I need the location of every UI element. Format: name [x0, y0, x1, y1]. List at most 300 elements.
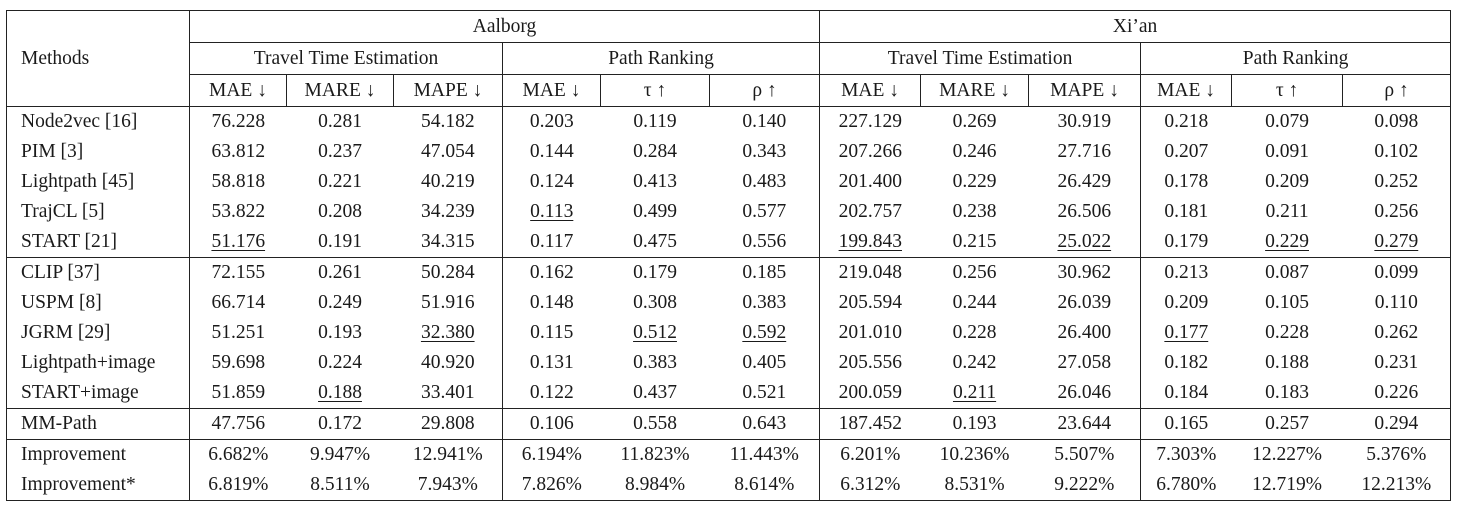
value-cell: [921, 409, 1029, 440]
value-text: 47.054: [420, 141, 475, 162]
value-cell: [394, 378, 503, 409]
value-cell: [1232, 318, 1343, 348]
value-text: 0.102: [1374, 141, 1419, 162]
value-cell: [820, 409, 921, 440]
value-text: 34.315: [420, 231, 475, 252]
value-text: 40.920: [420, 352, 475, 373]
value-cell: [503, 409, 601, 440]
value-text: 0.499: [633, 201, 677, 222]
value-text: 7.826%: [521, 474, 582, 495]
value-cell: [1343, 318, 1451, 348]
value-cell: [1029, 318, 1141, 348]
value-cell: [1232, 227, 1343, 258]
value-cell: [503, 258, 601, 289]
task-header-xian-tte: Travel Time Estimation: [820, 43, 1141, 75]
metric-header: MARE ↓: [287, 75, 394, 107]
value-cell: [503, 197, 601, 227]
value-cell: [394, 440, 503, 471]
value-text: 0.413: [633, 171, 677, 192]
value-cell: [190, 378, 287, 409]
value-text: 6.194%: [521, 444, 582, 465]
value-text: 0.178: [1164, 171, 1209, 192]
value-cell: [921, 378, 1029, 409]
value-cell: [1029, 137, 1141, 167]
value-cell: [190, 197, 287, 227]
value-cell: [710, 288, 820, 318]
table-row: [7, 288, 1451, 318]
value-text: 0.106: [529, 413, 574, 434]
value-text: 202.757: [838, 201, 902, 222]
value-cell: [394, 137, 503, 167]
value-cell: [1029, 440, 1141, 471]
value-cell: [1343, 348, 1451, 378]
value-cell: [287, 378, 394, 409]
value-text: 0.179: [633, 262, 677, 283]
value-cell: [710, 137, 820, 167]
table-row: [7, 440, 1451, 471]
value-cell: [1029, 167, 1141, 197]
value-text: 0.213: [1164, 262, 1209, 283]
task-header-aalborg-ranking: Path Ranking: [503, 43, 820, 75]
value-text: 5.507%: [1054, 444, 1115, 465]
value-cell: [710, 258, 820, 289]
value-text: 0.191: [318, 231, 362, 252]
value-text: 0.383: [633, 352, 677, 373]
value-cell: [710, 107, 820, 138]
value-cell: [190, 409, 287, 440]
value-cell: [394, 227, 503, 258]
value-text: 27.058: [1057, 352, 1112, 373]
value-text: 0.284: [633, 141, 677, 162]
value-cell: [820, 258, 921, 289]
value-cell: [1141, 440, 1232, 471]
value-cell: [394, 470, 503, 501]
table-row: [7, 348, 1451, 378]
value-text: 0.165: [1164, 413, 1209, 434]
value-text: 0.343: [742, 141, 787, 162]
value-cell: [287, 227, 394, 258]
value-text: 26.506: [1057, 201, 1112, 222]
value-text: 0.262: [1374, 322, 1419, 343]
value-text: 0.115: [530, 322, 574, 343]
value-cell: [1343, 227, 1451, 258]
value-cell: [190, 107, 287, 138]
value-text: 0.203: [529, 111, 574, 132]
metric-header: τ ↑: [1232, 75, 1343, 107]
methods-header: Methods: [7, 11, 190, 107]
value-text: 0.087: [1265, 262, 1309, 283]
metric-header: ρ ↑: [710, 75, 820, 107]
task-header-aalborg-tte: Travel Time Estimation: [190, 43, 503, 75]
value-text: 26.429: [1057, 171, 1112, 192]
value-text: 0.207: [1164, 141, 1209, 162]
value-text: 0.246: [952, 141, 997, 162]
value-text: 0.124: [529, 171, 574, 192]
value-text: 7.303%: [1156, 444, 1217, 465]
value-text: 0.229: [1265, 231, 1309, 252]
value-cell: [190, 258, 287, 289]
value-text: 11.823%: [620, 444, 690, 465]
method-name: Improvement*: [7, 470, 190, 501]
value-text: 0.592: [742, 322, 787, 343]
metric-header: ρ ↑: [1343, 75, 1451, 107]
value-cell: [190, 167, 287, 197]
value-text: 0.208: [318, 201, 362, 222]
value-text: 29.808: [420, 413, 475, 434]
value-text: 0.257: [1265, 413, 1309, 434]
table-row: [7, 470, 1451, 501]
value-cell: [287, 167, 394, 197]
value-cell: [1141, 318, 1232, 348]
value-cell: [820, 167, 921, 197]
value-text: 0.098: [1374, 111, 1419, 132]
value-text: 0.249: [318, 292, 362, 313]
value-text: 0.188: [1265, 352, 1309, 373]
value-text: 0.475: [633, 231, 677, 252]
value-cell: [1343, 440, 1451, 471]
method-name: Lightpath [45]: [7, 167, 190, 197]
value-cell: [503, 167, 601, 197]
value-text: 187.452: [838, 413, 902, 434]
value-cell: [1232, 107, 1343, 138]
value-cell: [394, 288, 503, 318]
value-cell: [921, 167, 1029, 197]
value-text: 0.193: [952, 413, 997, 434]
value-cell: [1029, 378, 1141, 409]
value-text: 51.176: [211, 231, 266, 252]
value-cell: [1232, 378, 1343, 409]
table-row: [7, 107, 1451, 138]
metric-header: MARE ↓: [921, 75, 1029, 107]
dataset-header-xian: Xi’an: [820, 11, 1451, 43]
value-text: 59.698: [211, 352, 266, 373]
value-text: 0.110: [1374, 292, 1418, 313]
value-text: 0.483: [742, 171, 787, 192]
value-cell: [287, 440, 394, 471]
value-cell: [601, 227, 710, 258]
value-text: 0.228: [952, 322, 997, 343]
value-text: 0.209: [1164, 292, 1209, 313]
value-cell: [503, 288, 601, 318]
table-row: [7, 409, 1451, 440]
value-text: 0.229: [952, 171, 997, 192]
value-cell: [1232, 167, 1343, 197]
value-text: 8.614%: [734, 474, 795, 495]
value-cell: [394, 409, 503, 440]
value-text: 51.916: [420, 292, 475, 313]
value-text: 72.155: [211, 262, 266, 283]
value-text: 205.594: [838, 292, 902, 313]
value-cell: [601, 288, 710, 318]
metric-header-row: [7, 75, 1451, 107]
value-text: 26.046: [1057, 382, 1112, 403]
metric-header: MAE ↓: [820, 75, 921, 107]
value-cell: [1141, 409, 1232, 440]
metric-header: τ ↑: [601, 75, 710, 107]
value-text: 0.188: [318, 382, 362, 403]
value-text: 40.219: [420, 171, 475, 192]
value-text: 0.261: [318, 262, 362, 283]
value-cell: [190, 318, 287, 348]
value-cell: [1029, 258, 1141, 289]
value-text: 0.179: [1164, 231, 1209, 252]
value-cell: [1141, 107, 1232, 138]
value-cell: [1232, 348, 1343, 378]
value-text: 33.401: [420, 382, 475, 403]
value-cell: [1029, 227, 1141, 258]
value-text: 219.048: [838, 262, 902, 283]
value-cell: [1141, 197, 1232, 227]
method-name: Node2vec [16]: [7, 107, 190, 138]
value-text: 0.140: [742, 111, 787, 132]
value-cell: [190, 288, 287, 318]
metric-header: MAE ↓: [1141, 75, 1232, 107]
value-cell: [921, 227, 1029, 258]
value-cell: [1343, 470, 1451, 501]
value-cell: [503, 107, 601, 138]
value-cell: [820, 288, 921, 318]
value-text: 0.226: [1374, 382, 1419, 403]
value-cell: [287, 348, 394, 378]
value-cell: [820, 227, 921, 258]
value-text: 199.843: [838, 231, 902, 252]
value-text: 201.010: [838, 322, 902, 343]
value-text: 0.162: [529, 262, 574, 283]
value-text: 0.177: [1164, 322, 1209, 343]
value-cell: [1141, 167, 1232, 197]
value-cell: [1343, 137, 1451, 167]
method-name: USPM [8]: [7, 288, 190, 318]
value-cell: [710, 348, 820, 378]
value-text: 23.644: [1057, 413, 1112, 434]
value-cell: [601, 197, 710, 227]
value-cell: [921, 258, 1029, 289]
value-text: 0.512: [633, 322, 677, 343]
value-cell: [1343, 288, 1451, 318]
value-cell: [1029, 348, 1141, 378]
value-cell: [1343, 409, 1451, 440]
value-text: 51.251: [211, 322, 266, 343]
value-text: 0.556: [742, 231, 787, 252]
metric-header: MAPE ↓: [1029, 75, 1141, 107]
value-text: 0.148: [529, 292, 574, 313]
value-cell: [190, 137, 287, 167]
value-text: 207.266: [838, 141, 902, 162]
value-text: 26.400: [1057, 322, 1112, 343]
value-text: 30.962: [1057, 262, 1112, 283]
value-cell: [1141, 258, 1232, 289]
value-cell: [710, 440, 820, 471]
metric-header: MAE ↓: [503, 75, 601, 107]
value-text: 0.244: [952, 292, 997, 313]
value-text: 0.122: [529, 382, 574, 403]
value-cell: [394, 107, 503, 138]
value-cell: [1141, 348, 1232, 378]
value-cell: [921, 107, 1029, 138]
results-table: [6, 10, 1451, 501]
value-text: 54.182: [420, 111, 475, 132]
value-text: 0.405: [742, 352, 787, 373]
table-row: [7, 258, 1451, 289]
value-text: 0.269: [952, 111, 997, 132]
value-text: 53.822: [211, 201, 266, 222]
value-text: 0.281: [318, 111, 362, 132]
value-text: 9.222%: [1054, 474, 1115, 495]
value-cell: [1232, 258, 1343, 289]
value-cell: [1141, 137, 1232, 167]
value-text: 5.376%: [1366, 444, 1427, 465]
dataset-header-aalborg: Aalborg: [190, 11, 820, 43]
value-cell: [287, 409, 394, 440]
value-text: 0.237: [318, 141, 362, 162]
value-text: 25.022: [1057, 231, 1112, 252]
value-text: 0.193: [318, 322, 362, 343]
value-text: 0.211: [952, 382, 997, 403]
value-cell: [601, 470, 710, 501]
value-cell: [190, 348, 287, 378]
value-cell: [1029, 409, 1141, 440]
value-cell: [503, 440, 601, 471]
value-text: 7.943%: [417, 474, 478, 495]
method-name: START+image: [7, 378, 190, 409]
value-text: 9.947%: [309, 444, 371, 465]
value-text: 0.131: [529, 352, 574, 373]
value-text: 8.511%: [310, 474, 370, 495]
value-cell: [601, 318, 710, 348]
value-text: 26.039: [1057, 292, 1112, 313]
value-text: 12.719%: [1252, 474, 1322, 495]
value-text: 0.256: [1374, 201, 1419, 222]
value-text: 0.308: [633, 292, 677, 313]
value-cell: [921, 137, 1029, 167]
value-text: 0.294: [1374, 413, 1419, 434]
method-name: Improvement: [7, 440, 190, 471]
value-cell: [710, 470, 820, 501]
value-text: 0.144: [529, 141, 574, 162]
value-text: 6.819%: [208, 474, 269, 495]
value-text: 0.256: [952, 262, 997, 283]
value-cell: [394, 258, 503, 289]
method-name: JGRM [29]: [7, 318, 190, 348]
metric-header: MAPE ↓: [394, 75, 503, 107]
value-text: 6.201%: [840, 444, 901, 465]
value-text: 0.279: [1374, 231, 1419, 252]
value-text: 0.224: [318, 352, 362, 373]
value-cell: [1232, 440, 1343, 471]
value-cell: [287, 318, 394, 348]
value-text: 0.184: [1164, 382, 1209, 403]
value-text: 0.437: [633, 382, 677, 403]
value-text: 205.556: [838, 352, 902, 373]
table-row: [7, 227, 1451, 258]
value-cell: [394, 348, 503, 378]
value-text: 0.643: [742, 413, 787, 434]
table-row: [7, 137, 1451, 167]
value-text: 8.984%: [624, 474, 686, 495]
value-text: 0.183: [1265, 382, 1309, 403]
value-text: 0.252: [1374, 171, 1419, 192]
value-cell: [1232, 137, 1343, 167]
value-cell: [601, 258, 710, 289]
value-text: 0.231: [1374, 352, 1419, 373]
value-text: 227.129: [838, 111, 902, 132]
value-text: 11.443%: [729, 444, 799, 465]
table-row: [7, 197, 1451, 227]
value-cell: [1141, 227, 1232, 258]
value-cell: [394, 167, 503, 197]
value-cell: [820, 378, 921, 409]
results-body: [7, 107, 1451, 501]
value-text: 0.099: [1374, 262, 1419, 283]
value-text: 0.577: [742, 201, 787, 222]
value-cell: [1029, 197, 1141, 227]
value-cell: [287, 288, 394, 318]
method-name: MM-Path: [7, 409, 190, 440]
value-text: 0.172: [318, 413, 362, 434]
value-text: 63.812: [211, 141, 266, 162]
value-text: 66.714: [211, 292, 266, 313]
value-cell: [820, 348, 921, 378]
value-cell: [820, 318, 921, 348]
value-text: 30.919: [1057, 111, 1112, 132]
value-cell: [921, 288, 1029, 318]
value-cell: [503, 227, 601, 258]
value-text: 0.221: [318, 171, 362, 192]
value-cell: [503, 470, 601, 501]
value-text: 27.716: [1057, 141, 1112, 162]
table-row: [7, 318, 1451, 348]
value-text: 8.531%: [944, 474, 1005, 495]
value-cell: [287, 470, 394, 501]
value-text: 32.380: [420, 322, 475, 343]
value-cell: [1343, 378, 1451, 409]
value-cell: [503, 318, 601, 348]
value-text: 0.242: [952, 352, 997, 373]
value-cell: [1232, 288, 1343, 318]
value-cell: [287, 137, 394, 167]
value-text: 0.209: [1265, 171, 1309, 192]
table-row: [7, 378, 1451, 409]
value-cell: [1029, 470, 1141, 501]
value-text: 51.859: [211, 382, 266, 403]
value-cell: [820, 107, 921, 138]
value-cell: [601, 409, 710, 440]
value-cell: [601, 107, 710, 138]
value-text: 12.227%: [1252, 444, 1322, 465]
value-cell: [1232, 197, 1343, 227]
value-text: 0.185: [742, 262, 787, 283]
value-cell: [710, 378, 820, 409]
value-cell: [921, 348, 1029, 378]
value-text: 0.211: [1265, 201, 1309, 222]
method-name: CLIP [37]: [7, 258, 190, 289]
value-text: 0.238: [952, 201, 997, 222]
value-text: 0.182: [1164, 352, 1209, 373]
value-cell: [921, 318, 1029, 348]
value-cell: [190, 440, 287, 471]
value-text: 47.756: [211, 413, 266, 434]
task-header-xian-ranking: Path Ranking: [1141, 43, 1451, 75]
value-text: 0.218: [1164, 111, 1209, 132]
value-cell: [1029, 288, 1141, 318]
value-cell: [601, 378, 710, 409]
value-text: 6.780%: [1156, 474, 1217, 495]
value-cell: [190, 227, 287, 258]
value-cell: [710, 409, 820, 440]
value-text: 0.079: [1265, 111, 1309, 132]
value-text: 0.091: [1265, 141, 1309, 162]
value-cell: [1141, 288, 1232, 318]
